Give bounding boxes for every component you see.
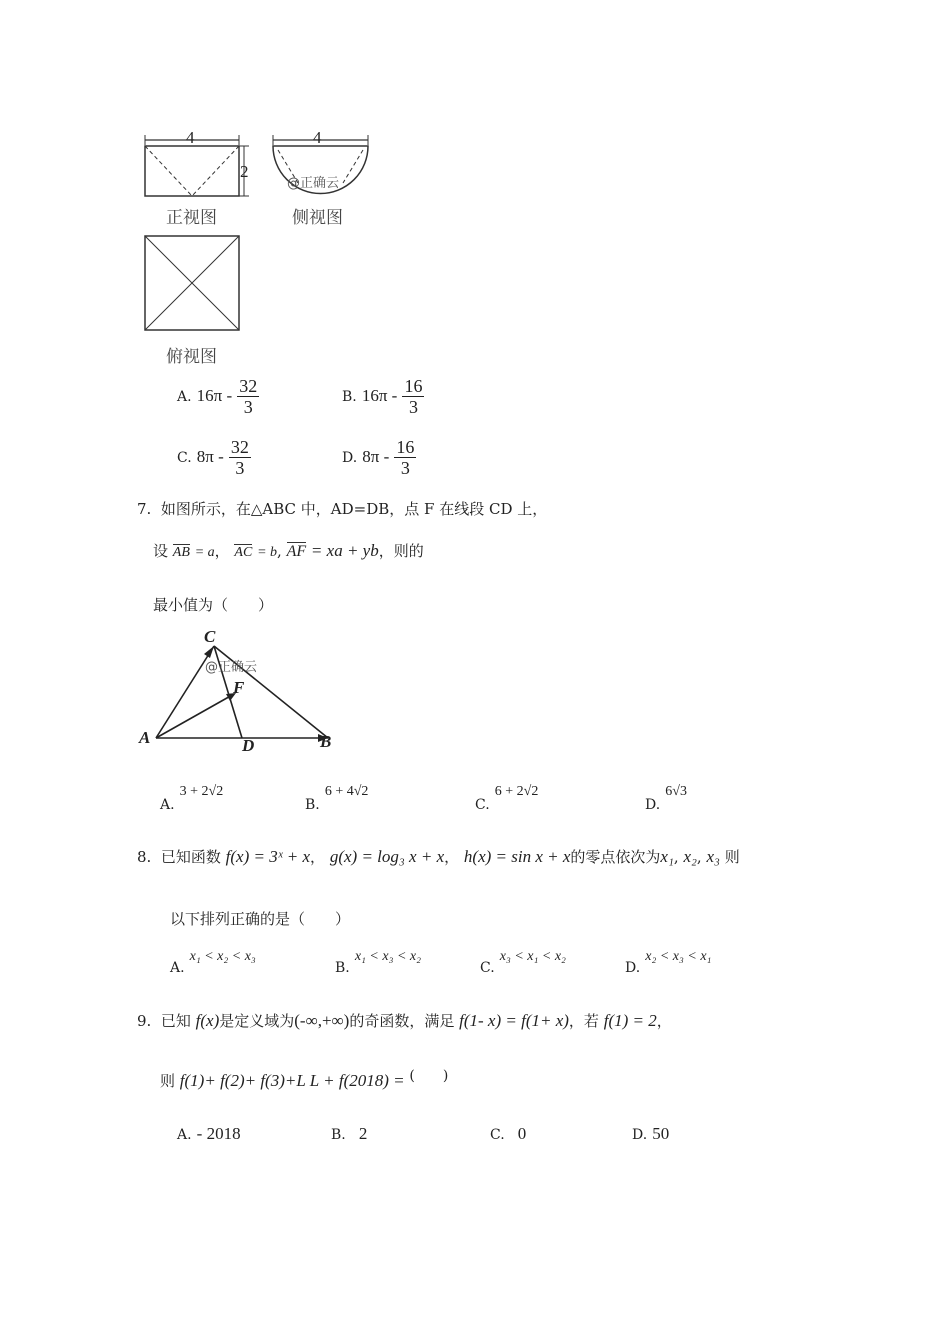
option-label: D. [645,797,661,813]
denominator: 3 [243,397,253,417]
var-x2: x₂ [683,847,697,866]
three-views-figure [135,128,385,343]
q8-option-b [335,945,421,976]
q7-line3: 最小值为（ ） [153,596,274,614]
option-value: 2 [358,1124,368,1143]
q7-option-c [475,780,539,813]
eq-af: = xa + yb [310,541,379,560]
q8-option-c [480,945,566,976]
question-text: 已知 [160,1012,191,1030]
option-label: A. [160,797,175,813]
question-text: 已知函数 [160,848,221,866]
func-fx: f(x) [195,1011,220,1030]
q6-option-b [342,376,424,417]
front-height-label: 2 [240,162,249,181]
q7-line2: 设 AB = a， AC = b, AF = xa + yb，则的 [153,541,424,560]
option-value: x₂ < x₃ < x₁ [645,949,712,964]
question-text: 的奇函数，满足 [349,1012,455,1030]
numerator: 32 [239,376,258,396]
vector-ac: AC [234,545,253,560]
front-view [145,135,249,196]
option-label: A. [177,1127,192,1143]
vector-ab: AB [172,545,190,560]
q6-option-d [342,437,416,478]
answer-paren: ( ) [409,1068,449,1084]
option-label: C. [480,960,495,976]
option-value: 6 + 4√2 [324,784,369,799]
f1-value: f(1) = 2 [603,1011,657,1030]
option-label: A. [177,389,192,405]
side-view-caption: 侧视图 [292,208,343,228]
sum-expression: f(1)+ f(2)+ f(3)+L L + f(2018) = [179,1071,405,1090]
watermark: @正确云 [287,176,340,191]
q7-option-b [305,780,369,813]
option-expr: 8π - [196,447,224,466]
point-b-label: B [320,732,332,751]
option-label: C. [490,1127,505,1143]
question-text: 如图所示，在△ABC 中，AD=DB，点 F 在线段 CD 上， [160,500,548,518]
option-expr: 8π - [362,447,390,466]
func-h: h(x) = sin x + x [463,847,571,866]
denominator: 3 [235,458,245,478]
text-tail: ，则的 [378,542,424,560]
q7-stem [137,498,547,519]
interval: (-∞,+∞) [294,1011,350,1030]
question-text: ，若 [568,1012,599,1030]
watermark: @正确云 [205,660,258,675]
option-label: B. [335,960,350,976]
func-f: f(x) = 3ˣ + x [225,847,311,866]
q9-option-b [331,1124,367,1144]
q8-stem: 8. 已知函数 f(x) = 3ˣ + x， g(x) = log₃ x + x， h(x) = sin x + x的零点依次为x₁, x₂, x₃ 则 [137,847,740,866]
option-expr: 16π - [361,386,398,405]
fraction [394,437,416,478]
q9-option-a [177,1124,241,1144]
point-f-label: F [233,678,245,697]
question-text: 则 [724,848,740,866]
q9-option-d [632,1124,669,1144]
option-value: 3 + 2√2 [179,784,224,799]
q9-option-c [490,1124,526,1144]
front-width-label: 4 [186,128,195,147]
option-label: A. [170,960,185,976]
question-text: 是定义域为 [219,1012,295,1030]
q6-option-a [177,376,259,417]
numerator: 16 [404,376,423,396]
q6-option-c [177,437,251,478]
numerator: 16 [396,437,415,457]
top-view [145,236,239,330]
point-d-label: D [242,736,255,755]
option-value: 0 [517,1124,527,1143]
top-view-caption: 俯视图 [166,347,217,367]
q8-option-a [170,945,256,976]
vector-af: AF [286,543,307,560]
q9-line2 [160,1070,448,1091]
question-text: 的零点依次为 [570,848,661,866]
point-c-label: C [204,627,216,646]
fraction [229,437,251,478]
option-label: D. [632,1127,648,1143]
question-number: 7. [137,500,152,518]
option-label: B. [305,797,320,813]
option-label: B. [331,1127,346,1143]
option-value: 6 + 2√2 [494,784,539,799]
option-value: 6√3 [665,784,687,799]
eq-a: = a [194,545,215,560]
fraction [237,376,259,417]
var-x3: x₃ [706,847,720,866]
option-value: x₁ < x₂ < x₃ [189,949,256,964]
q9-stem [137,1010,672,1031]
numerator: 32 [230,437,249,457]
option-value: - 2018 [196,1124,241,1143]
q8-line2: 以下排列正确的是（ ） [170,910,351,928]
func-g: g(x) = log₃ x + x [329,847,445,866]
question-number: 9. [137,1012,152,1030]
denominator: 3 [408,397,418,417]
option-value: x₁ < x₃ < x₂ [354,949,421,964]
denominator: 3 [400,458,410,478]
side-width-label: 4 [313,128,322,147]
fraction [402,376,424,417]
point-a-label: A [139,728,151,747]
q7-option-a [160,780,224,813]
var-x1: x₁ [660,847,674,866]
option-label: C. [475,797,490,813]
option-expr: 16π - [196,386,233,405]
question-number: 8. [137,848,152,866]
option-value: 50 [652,1124,670,1143]
option-value: x₃ < x₁ < x₂ [499,949,566,964]
eq-b: = b [257,545,278,560]
option-label: B. [342,389,357,405]
q8-option-d [625,945,712,976]
option-label: D. [625,960,641,976]
condition: f(1- x) = f(1+ x) [459,1011,569,1030]
option-label: D. [342,450,358,466]
q7-option-d [645,780,687,813]
question-text: 则 [160,1072,176,1090]
front-view-caption: 正视图 [166,208,217,228]
option-label: C. [177,450,192,466]
punctuation: ， [656,1012,672,1030]
text-she: 设 [153,542,169,560]
